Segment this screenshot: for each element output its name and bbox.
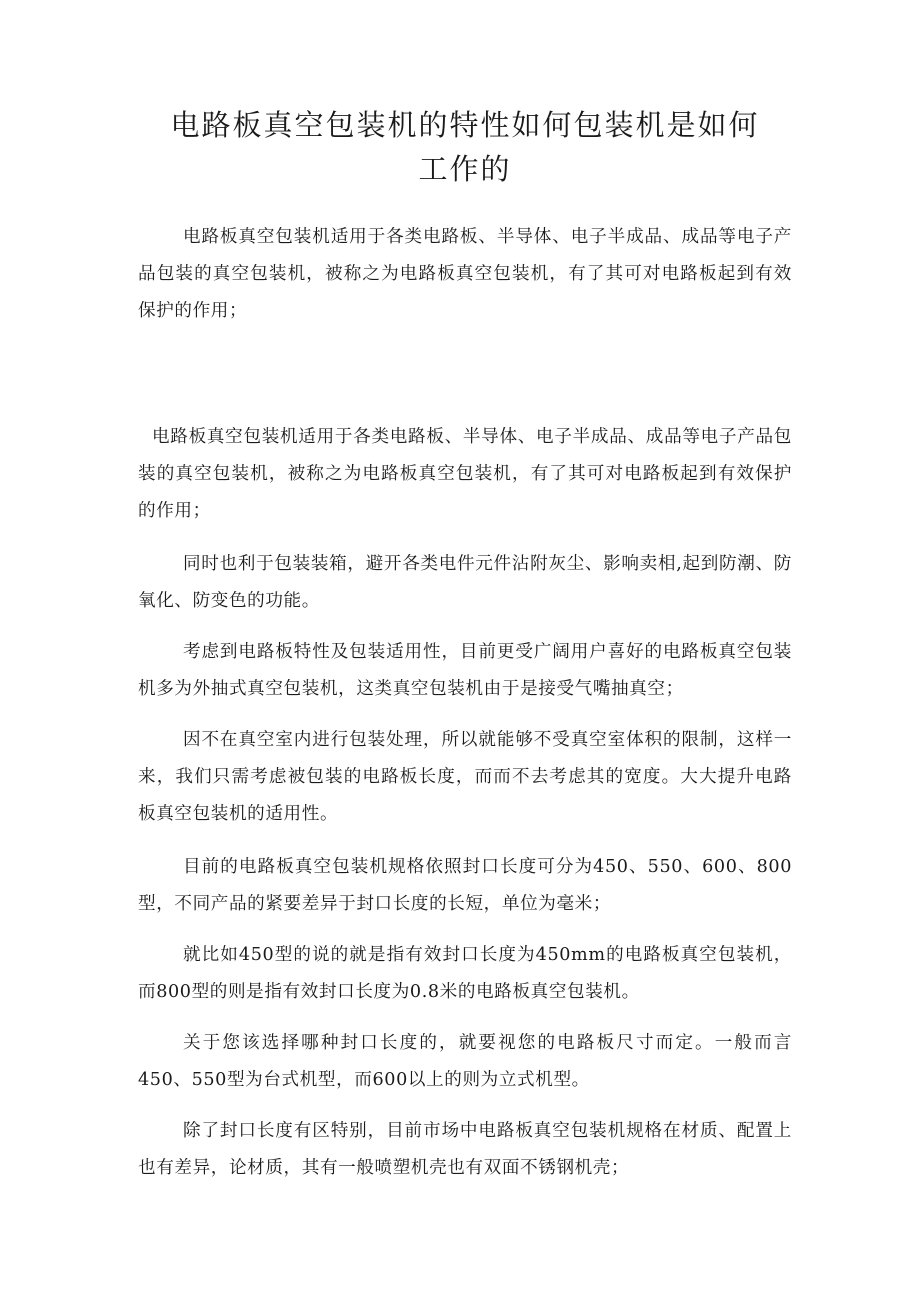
paragraph-seal-length-models: 目前的电路板真空包装机规格依照封口长度可分为450、550、600、800型，不同产品的紧要差异于封口长度的长短，单位为毫米； [138, 857, 792, 914]
paragraph-choose-length: 关于您该选择哪种封口长度的，就要视您的电路板尺寸而定。一般而言450、550型为台式机型，而600以上的则为立式机型。 [138, 1033, 792, 1090]
document-title-line-2: 工作的 [418, 152, 512, 186]
paragraph-external-suction: 考虑到电路板特性及包装适用性，目前更受广阔用户喜好的电路板真空包装机多为外抽式真空包装机，这类真空包装机由于是接受气嘴抽真空； [138, 642, 792, 699]
paragraph-dustproof: 同时也利于包装装箱，避开各类电件元件沾附灰尘、影响卖相,起到防潮、防氧化、防变色的功能。 [138, 554, 792, 611]
paragraph-intro-repeat: 电路板真空包装机适用于各类电路板、半导体、电子半成品、成品等电子产品包装的真空包装机，被称之为电路板真空包装机，有了其可对电路板起到有效保护的作用； [138, 427, 792, 521]
document-title-line-1: 电路板真空包装机的特性如何包装机是如何 [170, 108, 760, 142]
paragraph-model-example: 就比如450型的说的就是指有效封口长度为450mm的电路板真空包装机，而800型的则是指有效封口长度为0.8米的电路板真空包装机。 [138, 945, 792, 1002]
paragraph-material-config: 除了封口长度有区特别，目前市场中电路板真空包装机规格在材质、配置上也有差异，论材质，其有一般喷塑机壳也有双面不锈钢机壳； [138, 1121, 792, 1178]
paragraph-intro: 电路板真空包装机适用于各类电路板、半导体、电子半成品、成品等电子产品包装的真空包装机，被称之为电路板真空包装机，有了其可对电路板起到有效保护的作用； [138, 227, 792, 321]
paragraph-no-chamber-limit: 因不在真空室内进行包装处理，所以就能够不受真空室体积的限制，这样一来，我们只需考虑被包装的电路板长度，而而不去考虑其的宽度。大大提升电路板真空包装机的适用性。 [138, 730, 792, 824]
